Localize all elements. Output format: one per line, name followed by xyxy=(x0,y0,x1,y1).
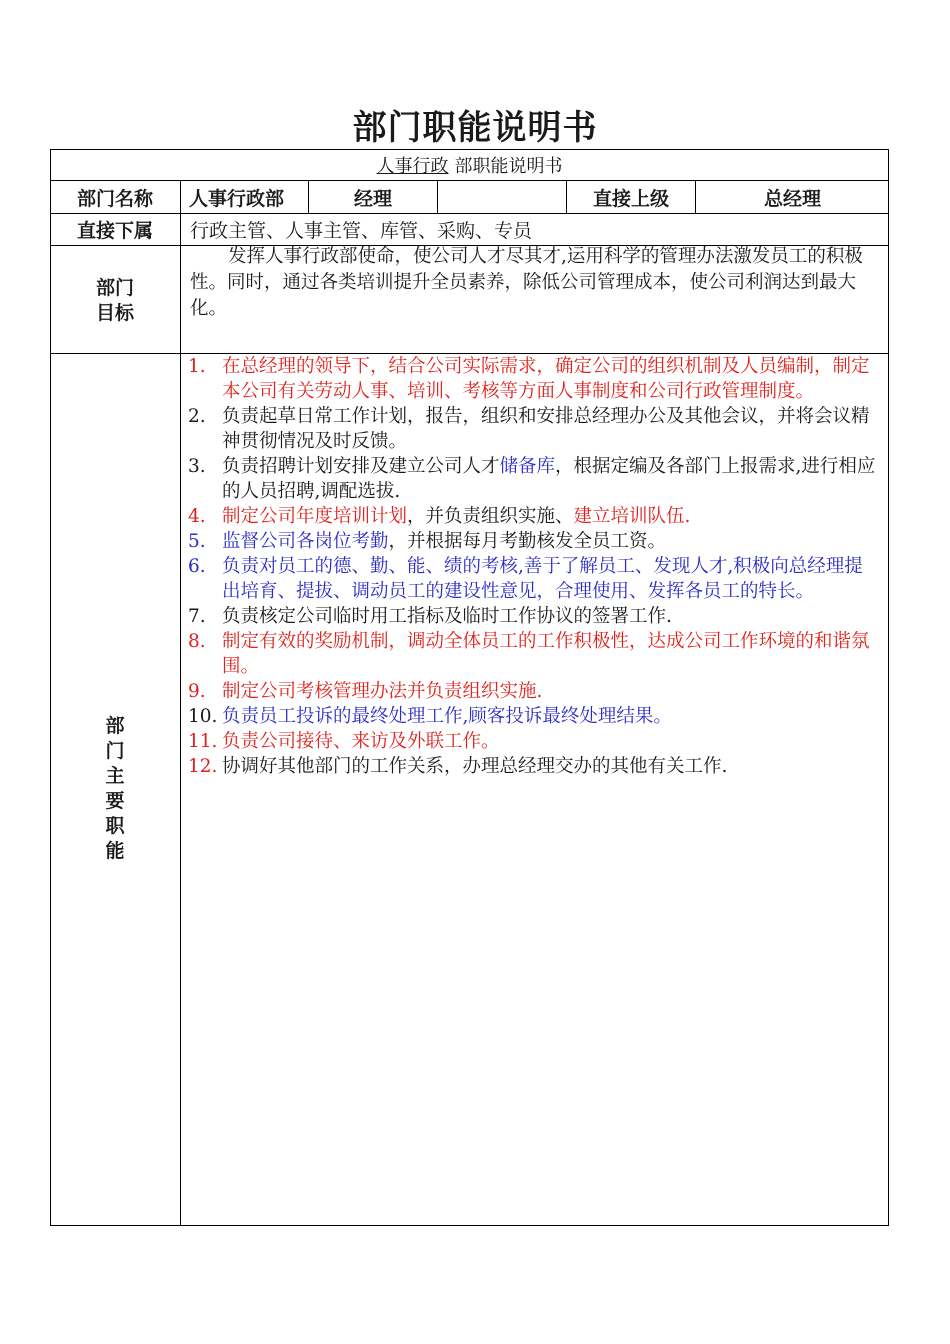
duty-number: 12. xyxy=(188,756,218,777)
document-title: 部门职能说明书 xyxy=(352,108,598,148)
duty-text: 负责起草日常工作计划，报告，组织和安排总经理办公及其他会议，并将会议精神贯彻情况及时反馈。 xyxy=(222,406,870,452)
duty-number: 2. xyxy=(188,406,206,427)
duty-label-char: 职 xyxy=(105,815,125,837)
header-suffix: 部职能说明书 xyxy=(454,156,563,177)
duty-label-char: 门 xyxy=(105,740,125,762)
duty-number: 1. xyxy=(188,356,206,377)
duty-text: 负责公司接待、来访及外联工作。 xyxy=(222,731,500,752)
goal-text: 发挥人事行政部使命，使公司人才尽其才,运用科学的管理办法激发员工的积极性。同时，通过各类培训提升全员素养，除低公司管理成本，使公司利润达到最大化。 xyxy=(190,246,863,319)
value-dept-name: 人事行政部 xyxy=(189,187,285,210)
table-header xyxy=(50,150,889,180)
label-goal-line2: 目标 xyxy=(95,302,134,324)
duty-number: 4. xyxy=(188,506,206,527)
duty-item xyxy=(186,454,876,504)
duty-text: 储备库 xyxy=(499,456,556,477)
duty-item xyxy=(186,704,876,729)
duty-item xyxy=(186,729,876,754)
duty-text: 制定有效的奖励机制，调动全体员工的工作积极性，达成公司工作环境的和谐氛围。 xyxy=(222,631,870,677)
label-subordinates: 直接下属 xyxy=(76,220,153,242)
duty-text: ，并负责组织实施、 xyxy=(407,506,574,527)
duty-list xyxy=(186,354,876,779)
duty-text: 监督公司各岗位考勤 xyxy=(222,531,389,552)
duty-item xyxy=(186,679,876,704)
duty-item xyxy=(186,529,876,554)
duty-number: 6. xyxy=(188,556,206,577)
duty-label-char: 要 xyxy=(105,790,125,812)
duty-text: 负责核定公司临时用工指标及临时工作协议的签署工作. xyxy=(222,606,672,627)
duty-text: ，根据定编及各部门上报需求,进行相应的人员招聘,调配选拔. xyxy=(222,456,876,502)
duty-number: 8. xyxy=(188,631,206,652)
duty-item xyxy=(186,554,876,604)
label-main-duties xyxy=(50,714,180,864)
label-dept-goal xyxy=(50,276,180,326)
header-dept-name: 人事行政 xyxy=(376,156,449,177)
duty-item xyxy=(186,404,876,454)
value-position xyxy=(438,181,566,213)
label-direct-superior: 直接上级 xyxy=(592,187,669,210)
duty-number: 5. xyxy=(188,531,206,552)
value-direct-superior: 总经理 xyxy=(763,187,821,210)
value-subordinates: 行政主管、人事主管、库管、采购、专员 xyxy=(190,220,533,242)
duty-number: 3. xyxy=(188,456,206,477)
duty-text: 负责员工投诉的最终处理工作,顾客投诉最终处理结果。 xyxy=(222,706,672,727)
duty-label-char: 部 xyxy=(105,715,125,737)
label-dept-name: 部门名称 xyxy=(76,187,153,210)
duty-label-char: 主 xyxy=(105,765,125,787)
duty-text: 建立培训队伍. xyxy=(573,506,691,527)
duty-number: 7. xyxy=(188,606,206,627)
duty-text: 制定公司年度培训计划 xyxy=(222,506,408,527)
label-position: 经理 xyxy=(353,187,392,210)
duty-text: 负责招聘计划安排及建立公司人才 xyxy=(222,456,500,477)
duty-item xyxy=(186,504,876,529)
duty-item xyxy=(186,604,876,629)
duty-text: 在总经理的领导下，结合公司实际需求，确定公司的组织机制及人员编制，制定本公司有关劳动人事、培训、考核等方面人事制度和公司行政管理制度。 xyxy=(222,356,870,402)
duty-number: 11. xyxy=(188,731,218,752)
duty-number: 10. xyxy=(188,706,218,727)
duty-text: 协调好其他部门的工作关系，办理总经理交办的其他有关工作. xyxy=(222,756,728,777)
duty-text: 制定公司考核管理办法并负责组织实施. xyxy=(222,681,543,702)
duty-item xyxy=(186,629,876,679)
duty-item xyxy=(186,754,876,779)
duty-number: 9. xyxy=(188,681,206,702)
duty-label-char: 能 xyxy=(105,840,125,862)
duty-text: 负责对员工的德、勤、能、绩的考核,善于了解员工、发现人才,积极向总经理提出培育、提拔、调动员工的建设性意见，合理使用、发挥各员工的特长。 xyxy=(222,556,863,602)
duty-item xyxy=(186,354,876,404)
duty-text: ，并根据每月考勤核发全员工资。 xyxy=(388,531,667,552)
label-goal-line1: 部门 xyxy=(95,277,134,299)
